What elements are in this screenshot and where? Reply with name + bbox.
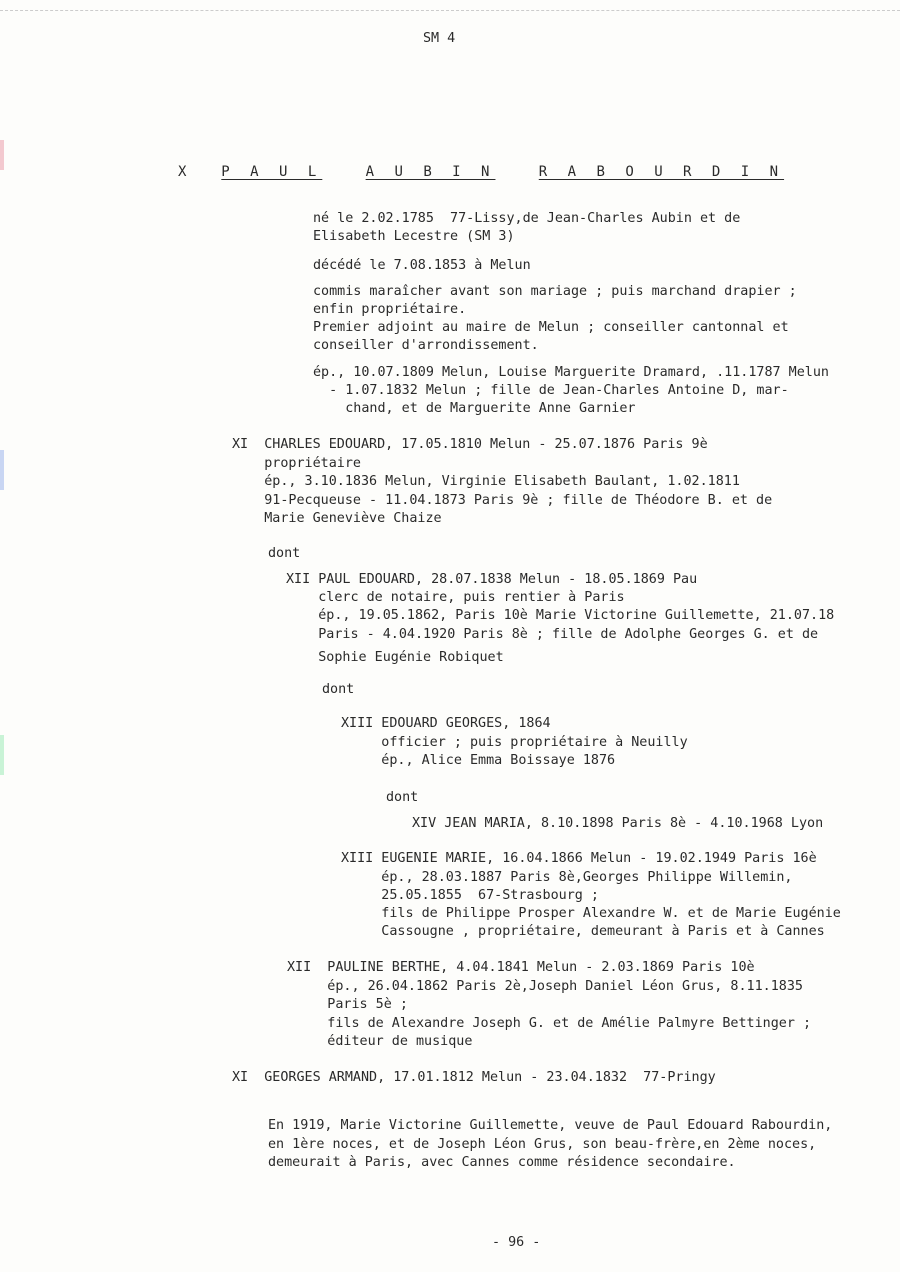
text-line: XII PAUL EDOUARD, 28.07.1838 Melun - 18.05.1869 Pau xyxy=(286,572,698,587)
text-line: XIII EUGENIE MARIE, 16.04.1866 Melun - 19.02.1949 Paris 16è xyxy=(341,851,817,866)
text-line: propriétaire xyxy=(232,456,361,471)
text-line: ép., 10.07.1809 Melun, Louise Marguerite Dramard, .11.1787 Melun xyxy=(313,365,829,380)
text-line: Marie Geneviève Chaize xyxy=(232,511,442,526)
text-line: XII PAULINE BERTHE, 4.04.1841 Melun - 2.03.1869 Paris 10è xyxy=(287,960,755,975)
name-part-surname: R A B O U R D I N xyxy=(538,164,785,180)
text-line: dont xyxy=(386,790,419,805)
page-number: - 96 - xyxy=(492,1235,541,1250)
text-line: dont xyxy=(268,546,301,561)
scan-top-border xyxy=(0,10,900,12)
text-line: - 1.07.1832 Melun ; fille de Jean-Charles Antoine D, mar- xyxy=(313,383,789,398)
text-line: chand, et de Marguerite Anne Garnier xyxy=(313,401,636,416)
text-line: demeurait à Paris, avec Cannes comme résidence secondaire. xyxy=(268,1155,736,1170)
text-line: né le 2.02.1785 77-Lissy,de Jean-Charles Aubin et de xyxy=(313,211,741,226)
entry-numeral: X xyxy=(178,164,193,180)
text-line: conseiller d'arrondissement. xyxy=(313,338,539,353)
name-part-first: P A U L xyxy=(221,164,323,180)
text-line: en 1ère noces, et de Joseph Léon Grus, son beau-frère,en 2ème noces, xyxy=(268,1137,817,1152)
text-line: Paris - 4.04.1920 Paris 8è ; fille de Adolphe Georges G. et de xyxy=(286,627,819,642)
text-line: ép., 19.05.1862, Paris 10è Marie Victorine Guillemette, 21.07.18 xyxy=(286,608,835,623)
scan-edge-mark xyxy=(0,140,4,170)
text-line: ép., Alice Emma Boissaye 1876 xyxy=(341,753,616,768)
name-part-middle: A U B I N xyxy=(365,164,496,180)
text-line: Sophie Eugénie Robiquet xyxy=(286,650,504,665)
page-header-code: SM 4 xyxy=(423,31,456,46)
text-line: Premier adjoint au maire de Melun ; conseiller cantonnal et xyxy=(313,320,789,335)
text-line: Cassougne , propriétaire, demeurant à Paris et à Cannes xyxy=(341,924,825,939)
text-line: ép., 3.10.1836 Melun, Virginie Elisabeth Baulant, 1.02.1811 xyxy=(232,474,740,489)
text-line: 91-Pecqueuse - 11.04.1873 Paris 9è ; fille de Théodore B. et de xyxy=(232,493,773,508)
text-line: En 1919, Marie Victorine Guillemette, veuve de Paul Edouard Rabourdin, xyxy=(268,1118,833,1133)
text-line: ép., 28.03.1887 Paris 8è,Georges Philippe Willemin, xyxy=(341,870,793,885)
entry-title xyxy=(178,164,784,181)
text-line: fils de Alexandre Joseph G. et de Amélie Palmyre Bettinger ; xyxy=(287,1016,812,1031)
text-line: officier ; puis propriétaire à Neuilly xyxy=(341,735,688,750)
scan-edge-mark xyxy=(0,735,4,775)
text-line: fils de Philippe Prosper Alexandre W. et de Marie Eugénie xyxy=(341,906,841,921)
text-line: XI CHARLES EDOUARD, 17.05.1810 Melun - 25.07.1876 Paris 9è xyxy=(232,437,708,452)
text-line: enfin propriétaire. xyxy=(313,302,467,317)
text-line: Paris 5è ; xyxy=(287,997,408,1012)
text-line: XIII EDOUARD GEORGES, 1864 xyxy=(341,716,551,731)
text-line: ép., 26.04.1862 Paris 2è,Joseph Daniel Léon Grus, 8.11.1835 xyxy=(287,979,803,994)
text-line: XI GEORGES ARMAND, 17.01.1812 Melun - 23.04.1832 77-Pringy xyxy=(232,1070,716,1085)
scan-edge-mark xyxy=(0,450,4,490)
text-line: commis maraîcher avant son mariage ; puis marchand drapier ; xyxy=(313,284,797,299)
text-line: éditeur de musique xyxy=(287,1034,473,1049)
text-line: 25.05.1855 67-Strasbourg ; xyxy=(341,888,599,903)
text-line: clerc de notaire, puis rentier à Paris xyxy=(286,590,625,605)
text-line: Elisabeth Lecestre (SM 3) xyxy=(313,229,515,244)
text-line: décédé le 7.08.1853 à Melun xyxy=(313,258,531,273)
text-line: dont xyxy=(322,682,355,697)
text-line: XIV JEAN MARIA, 8.10.1898 Paris 8è - 4.10.1968 Lyon xyxy=(412,816,824,831)
